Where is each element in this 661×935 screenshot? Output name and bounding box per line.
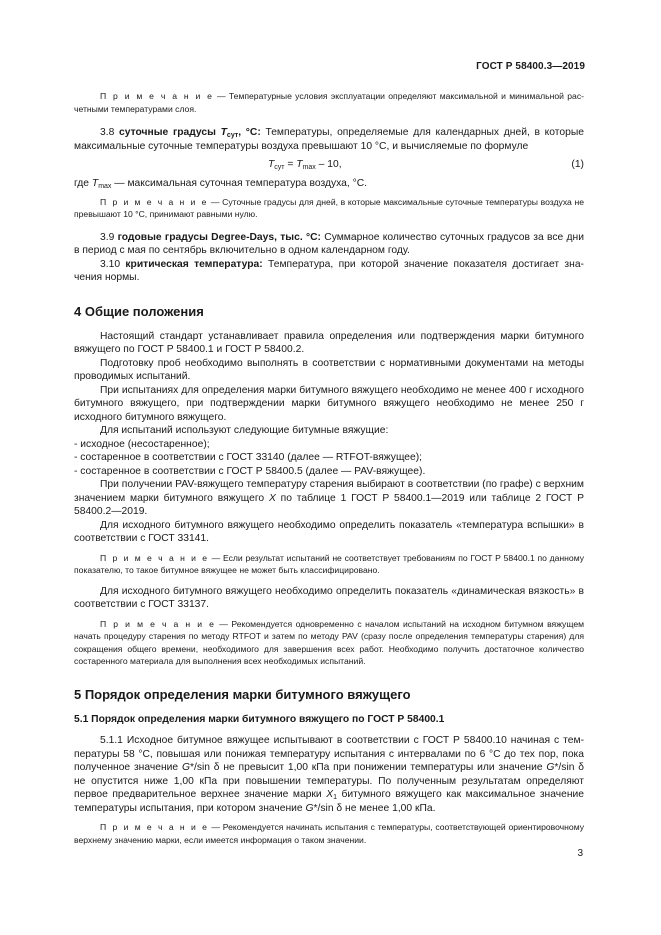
section-5-heading: 5 Порядок определения марки битумного вяжущего [74,686,411,702]
formula-1 [74,156,584,173]
term-3-9: 3.9 годовые градусы Degree-Days, тыс. °С: Суммарное количество суточных градусов за все дни в период с мая по сентябрь включительно в одном календарном году. [74,231,584,256]
note-daily-degrees: П р и м е ч а н и е — Суточные градусы для дней, в которые максимальные суточные температуры воздуха не превышают 10 °С, принимают равными нулю. [74,196,584,219]
section-4-paragraph-6: Для исходного битумного вяжущего необходимо определить показатель «температура вспышки» в соответствии с ГОСТ 33141. [74,519,584,544]
page-number: 3 [577,848,583,859]
formula-expression: $T_{сут} = T_{max} - 10$, [268,159,342,171]
subsection-5-1-heading: 5.1 Порядок определения марки битумного вяжущего по ГОСТ Р 58400.1 [74,713,445,725]
term-3-8: 3.8 суточные градусы $T_{сут}$, °С: Температуры, определяемые для календарных дней, в которые максимальные суточные температуры воздуха превышают 10 °С, и вычисляемые по формуле [74,127,584,152]
section-4-paragraph-2: Подготовку проб необходимо выполнять в соответствии с нормативными документами на методы проводимых испытаний. [74,357,584,382]
formula-explanation: где $T_{max}$ — максимальная суточная температура воздуха, °С. [74,178,368,190]
page-content [74,90,584,846]
section-4-heading: 4 Общие положения [74,303,204,319]
formula-number: (1) [571,159,584,170]
clause-5-1-1: 5.1.1 Исходное битумное вяжущее испытывают в соответствии с ГОСТ Р 58400.10 начиная с температуры 58 °С, повышая или понижая температуру испытания с интервалами по 6 °С до тех пор, пока полученное значение G*/sin δ не превысит 1,00 кПа при понижении температуры или значение G*/sin δ не опустится ниже 1,00 кПа при повышении температуры. По полученным результатам определяют первое предварительное верхнее значение марки $X_1$ битумного вяжущего как максимальное значение температуры испытания, при котором значение G*/sin δ не менее 1,00 кПа. [74,735,584,814]
note-label: П р и м е ч а н и е [100,91,214,101]
section-4-paragraph-4: Для испытаний используют следующие битумные вяжущие: [100,425,389,436]
document-code-header: ГОСТ Р 58400.3—2019 [476,61,585,72]
note-start-temperature: П р и м е ч а н и е — Рекомендуется начинать испытания с температуры, соответствующей ориентировочному верхнему значению марки, если имеется информация о таком значении. [74,822,584,845]
list-item: - исходное (несостаренное); [74,438,210,450]
term-3-10: 3.10 критическая температура: Температура, при которой значение показателя достигает значения нормы. [74,258,584,283]
list-item: - состаренное в соответствии с ГОСТ Р 58400.5 (далее — PAV-вяжущее). [74,465,426,477]
note-aging-procedure: П р и м е ч а н и е — Рекомендуется одновременно с началом испытаний на исходном битумном вяжущем начать процедуру старения по методу RTFOT и затем по методу PAV (сразу после определения температуры старения) для сокращения общего времени, необходимого для завершения всех работ. Необходимо получить достаточное количество состаренного материала для выполнения всех необходимых испытаний. [74,618,585,666]
section-4-paragraph-1: Настоящий стандарт устанавливает правила определения или подтверждения марки битумного вяжущего по ГОСТ Р 58400.1 и ГОСТ Р 58400.2. [74,330,584,355]
note-temperature-conditions: П р и м е ч а н и е — Температурные условия эксплуатации определяют максимальной и минимальной расчетными температурами слоя. [74,91,584,114]
section-4-paragraph-7: Для исходного битумного вяжущего необходимо определить показатель «динамическая вязкость» в соответствии с ГОСТ 33137. [74,585,584,610]
note-classification: П р и м е ч а н и е — Если результат испытаний не соответствует требованиям по ГОСТ Р 58400.1 по данному показателю, то такое битумное вяжущее не может быть классифицировано. [74,552,584,575]
section-4-paragraph-5: При получении PAV-вяжущего температуру старения выбирают в соответствии (по графе) с верхним значением марки битумного вяжущего X по таблице 1 ГОСТ Р 58400.1—2019 или таблице 2 ГОСТ Р 58400.2—2019. [74,479,584,517]
list-item: - состаренное в соответствии с ГОСТ 33140 (далее — RTFOT-вяжущее); [74,452,423,463]
section-4-paragraph-3: При испытаниях для определения марки битумного вяжущего необходимо не менее 400 г исходного битумного вяжущего, при подтверждении марки битумного вяжущего необходимо не менее 250 г исходного битумного вяжущего. [74,384,584,423]
